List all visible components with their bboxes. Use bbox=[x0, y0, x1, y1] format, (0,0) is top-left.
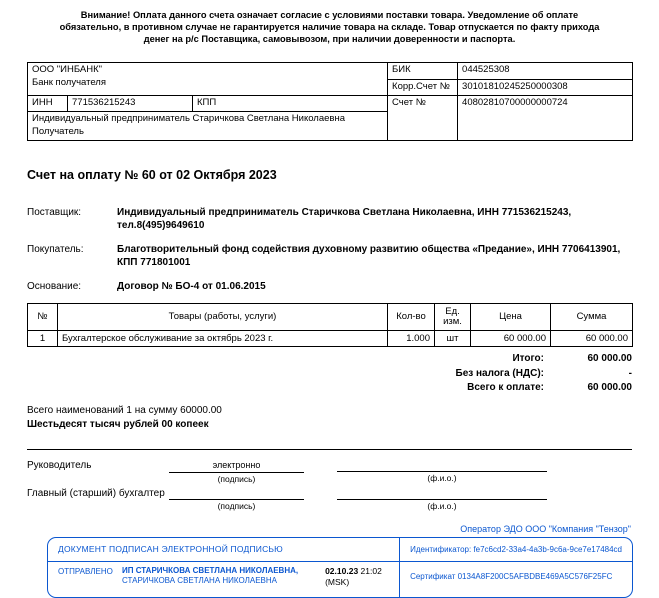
stamp-time: 21:02 bbox=[360, 565, 382, 576]
director-label: Руководитель bbox=[27, 459, 92, 471]
total-itogo bbox=[27, 352, 632, 367]
bank-details-table bbox=[27, 62, 633, 141]
item-price: 60 000.00 bbox=[471, 331, 551, 347]
stamp-datetime bbox=[325, 566, 391, 588]
buyer-row bbox=[27, 243, 632, 270]
stamp-identifier-label: Идентификатор: bbox=[410, 544, 472, 554]
supplier-value: Индивидуальный предприниматель Старичкова Светлана Николаевна, ИНН 771536215243, тел.8(495)9649610 bbox=[117, 206, 572, 232]
header-unit: Ед. изм. bbox=[435, 304, 471, 331]
inn-value: 771536215243 bbox=[68, 95, 193, 111]
recipient-cell bbox=[28, 112, 388, 141]
summary-block bbox=[27, 404, 632, 432]
item-sum: 60 000.00 bbox=[551, 331, 633, 347]
stamp-signed-row bbox=[48, 538, 399, 562]
bik-value: 044525308 bbox=[458, 63, 633, 79]
stamp-certificate-label: Сертификат bbox=[410, 571, 456, 581]
total-nds bbox=[27, 367, 632, 382]
inn-label: ИНН bbox=[28, 95, 68, 111]
stamp-date: 02.10.23 bbox=[325, 565, 359, 576]
invoice-title: Счет на оплату № 60 от 02 Октября 2023 bbox=[27, 167, 277, 182]
totals-block bbox=[27, 352, 632, 396]
basis-value: Договор № БО-4 от 01.06.2015 bbox=[117, 280, 266, 292]
buyer-value: Благотворительный фонд содействия духовному развитию общества «Предание», ИНН 7706413901, КПП 771801001 bbox=[117, 243, 621, 269]
header-sum: Сумма bbox=[551, 304, 633, 331]
header-qty: Кол-во bbox=[388, 304, 435, 331]
total-payable bbox=[27, 381, 632, 396]
stamp-right-section bbox=[400, 538, 632, 597]
supplier-row bbox=[27, 206, 632, 233]
recipient-caption: Получатель bbox=[32, 125, 84, 137]
director-signature-row bbox=[27, 459, 632, 484]
header-price: Цена bbox=[471, 304, 551, 331]
stamp-certificate-row bbox=[400, 562, 632, 597]
item-unit: шт bbox=[435, 331, 471, 347]
director-signature-method: электронно bbox=[169, 459, 304, 473]
accountant-signature-row bbox=[27, 487, 632, 511]
edo-operator-label: Оператор ЭДО ООО "Компания "Тензор" bbox=[460, 523, 631, 534]
total-itogo-label: Итого: bbox=[512, 353, 544, 365]
stamp-identifier bbox=[410, 545, 622, 554]
item-goods: Бухгалтерское обслуживание за октябрь 2023 г. bbox=[58, 331, 388, 347]
kpp-label: КПП bbox=[193, 95, 388, 111]
stamp-sent-label: ОТПРАВЛЕНО bbox=[58, 566, 113, 576]
amount-in-words: Шестьдесят тысяч рублей 00 копеек bbox=[27, 418, 209, 430]
stamp-certificate-value: 0134A8F200C5AFBDBE469A5C576F25FC bbox=[457, 571, 613, 581]
bank-name: ООО "ИНБАНК" bbox=[32, 64, 102, 76]
header-number: № bbox=[28, 304, 58, 331]
director-fio-line bbox=[337, 459, 547, 472]
fio-caption: (ф.и.о.) bbox=[427, 472, 457, 483]
header-goods: Товары (работы, услуги) bbox=[58, 304, 388, 331]
total-payable-label: Всего к оплате: bbox=[467, 382, 544, 394]
basis-label: Основание: bbox=[27, 280, 82, 292]
payment-warning-text: Внимание! Оплата данного счета означает согласие с условиями поставки товара. Уведомление об оплате обязательно, в противном случае не гарантируется наличие товара на складе. Товар отпускается по факту прихода денег на р/с Поставщика, самовывозом, при наличии доверенности и паспорта. bbox=[59, 10, 600, 45]
recipient-name: Индивидуальный предприниматель Старичкова Светлана Николаевна bbox=[32, 113, 345, 125]
stamp-sender-name-rest: СТАРИЧКОВА СВЕТЛАНА НИКОЛАЕВНА bbox=[122, 576, 277, 586]
total-nds-value: - bbox=[628, 367, 632, 379]
corr-account-value: 30101810245250000308 bbox=[458, 79, 633, 95]
separator-line bbox=[27, 449, 632, 450]
table-row bbox=[28, 331, 633, 347]
supplier-label: Поставщик: bbox=[27, 206, 82, 218]
item-number: 1 bbox=[28, 331, 58, 347]
total-payable-value: 60 000.00 bbox=[587, 382, 632, 394]
bik-label: БИК bbox=[388, 63, 458, 79]
bank-name-cell bbox=[28, 63, 388, 96]
accountant-label: Главный (старший) бухгалтер bbox=[27, 487, 165, 499]
stamp-identifier-row bbox=[400, 538, 632, 562]
stamp-identifier-value: fe7c6cd2-33a4-4a3b-9c6a-9ce7e17484cd bbox=[473, 544, 622, 554]
accountant-signature-line bbox=[169, 487, 304, 500]
items-header-row bbox=[28, 304, 633, 331]
stamp-certificate bbox=[410, 566, 612, 581]
account-value: 40802810700000000724 bbox=[458, 95, 633, 140]
total-nds-label: Без налога (НДС): bbox=[455, 367, 544, 379]
bank-name-caption: Банк получателя bbox=[32, 76, 106, 88]
items-table bbox=[27, 303, 633, 347]
buyer-label: Покупатель: bbox=[27, 243, 84, 255]
director-fio-block bbox=[337, 459, 547, 484]
stamp-left-section bbox=[48, 538, 400, 597]
accountant-fio-block bbox=[337, 487, 547, 511]
signature-caption: (подпись) bbox=[217, 500, 256, 511]
stamp-sender-name bbox=[122, 566, 325, 587]
accountant-signature-block bbox=[169, 487, 304, 511]
item-qty: 1.000 bbox=[388, 331, 435, 347]
items-count-line: Всего наименований 1 на сумму 60000.00 bbox=[27, 404, 222, 416]
director-signature-block bbox=[169, 459, 304, 484]
total-itogo-value: 60 000.00 bbox=[587, 353, 632, 365]
accountant-fio-line bbox=[337, 487, 547, 500]
stamp-sent-row bbox=[48, 562, 399, 597]
signature-caption: (подпись) bbox=[217, 473, 256, 484]
stamp-sender-name-bold: ИП СТАРИЧКОВА СВЕТЛАНА НИКОЛАЕВНА, bbox=[122, 565, 299, 575]
basis-row bbox=[27, 280, 632, 294]
corr-account-label: Корр.Счет № bbox=[388, 79, 458, 95]
stamp-timezone: (MSK) bbox=[325, 577, 350, 587]
stamp-signed-label: ДОКУМЕНТ ПОДПИСАН ЭЛЕКТРОННОЙ ПОДПИСЬЮ bbox=[58, 544, 283, 555]
account-label: Счет № bbox=[388, 95, 458, 140]
fio-caption: (ф.и.о.) bbox=[427, 500, 457, 511]
